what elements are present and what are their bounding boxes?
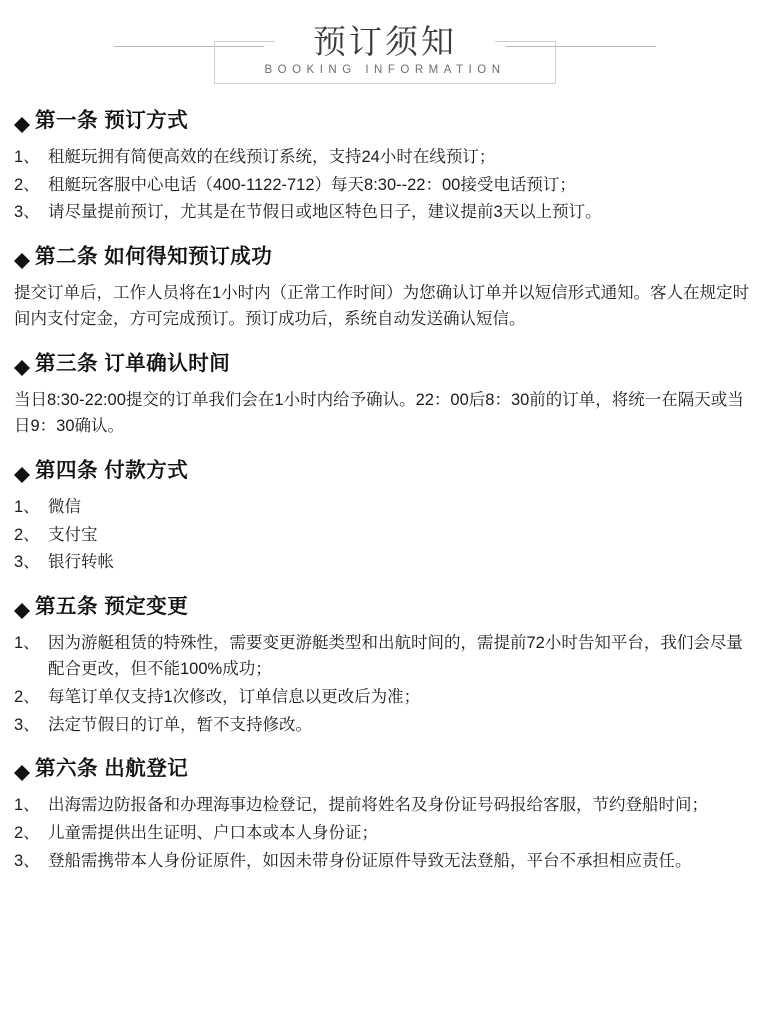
list-item-text: 法定节假日的订单，暂不支持修改。: [48, 715, 312, 734]
section-paragraph: 当日8:30-22:00提交的订单我们会在1小时内给予确认。22：00后8：30前的订单，将统一在隔天或当日9：30确认。: [14, 390, 744, 436]
list-item: [14, 684, 756, 711]
section-heading: [14, 458, 756, 484]
list-item-number: 2、: [14, 688, 40, 707]
list-item-text: 出海需边防报备和办理海事边检登记，提前将姓名及身份证号码报给客服，节约登船时间；: [48, 796, 708, 815]
list-item: [14, 494, 756, 521]
section-heading-label: 第一条 预订方式: [35, 109, 189, 133]
list-item-text: 租艇玩拥有简便高效的在线预订系统，支持24小时在线预订；: [48, 147, 496, 166]
section-heading-label: 第四条 付款方式: [35, 459, 189, 483]
section-list: [14, 792, 756, 874]
subtitle-wrap: [264, 61, 505, 76]
diamond-bullet-icon: [14, 109, 30, 125]
list-item-text: 租艇玩客服中心电话（400-1122-712）每天8:30--22：00接受电话预订；: [48, 175, 576, 194]
section-payment-methods: [14, 458, 756, 576]
list-item: [14, 792, 756, 819]
section-heading: [14, 108, 756, 134]
section-heading-label: 第三条 订单确认时间: [35, 352, 231, 376]
section-confirmation-time: [14, 351, 756, 440]
section-list: [14, 630, 756, 739]
section-confirmation-notice: [14, 244, 756, 333]
list-item: [14, 820, 756, 847]
list-item: [14, 172, 756, 199]
diamond-bullet-icon: [14, 459, 30, 475]
section-booking-method: [14, 108, 756, 226]
list-item-number: 2、: [14, 175, 40, 194]
section-heading: [14, 351, 756, 377]
section-heading: [14, 244, 756, 270]
list-item-text: 支付宝: [48, 525, 98, 544]
list-item-text: 每笔订单仅支持1次修改，订单信息以更改后为准；: [48, 688, 421, 707]
list-item: [14, 630, 756, 683]
section-list: [14, 144, 756, 226]
list-item: [14, 712, 756, 739]
section-heading: [14, 594, 756, 620]
list-item: [14, 848, 756, 875]
section-heading-label: 第六条 出航登记: [35, 757, 189, 781]
list-item-number: 1、: [14, 147, 40, 166]
list-item-text: 微信: [48, 497, 81, 516]
list-item-number: 3、: [14, 553, 40, 572]
list-item-text: 因为游艇租赁的特殊性，需要变更游艇类型和出航时间的，需提前72小时告知平台，我们会尽量配合更改，但不能100%成功；: [48, 633, 743, 679]
diamond-bullet-icon: [14, 352, 30, 368]
list-item: [14, 522, 756, 549]
page-title: 预订须知: [312, 23, 457, 60]
section-heading-label: 第二条 如何得知预订成功: [35, 245, 273, 269]
diamond-bullet-icon: [14, 595, 30, 611]
section-paragraph: 提交订单后，工作人员将在1小时内（正常工作时间）为您确认订单并以短信形式通知。客人在规定时间内支付定金，方可完成预订。预订成功后，系统自动发送确认短信。: [14, 283, 750, 329]
section-departure-registration: [14, 756, 756, 874]
list-item-text: 登船需携带本人身份证原件，如因未带身份证原件导致无法登船，平台不承担相应责任。: [48, 851, 692, 870]
section-list: [14, 494, 756, 576]
diamond-bullet-icon: [14, 757, 30, 773]
list-item-number: 1、: [14, 497, 40, 516]
page-header: [14, 14, 756, 90]
page-subtitle: BOOKING INFORMATION: [264, 64, 506, 77]
list-item: [14, 549, 756, 576]
list-item: [14, 144, 756, 171]
title-frame: [202, 22, 567, 84]
list-item: [14, 199, 756, 226]
diamond-bullet-icon: [14, 245, 30, 261]
list-item-number: 3、: [14, 203, 40, 222]
list-item-text: 银行转帐: [48, 553, 114, 572]
list-item-number: 1、: [14, 796, 40, 815]
list-item-text: 请尽量提前预订，尤其是在节假日或地区特色日子，建议提前3天以上预订。: [48, 203, 602, 222]
section-booking-changes: [14, 594, 756, 739]
list-item-number: 2、: [14, 525, 40, 544]
section-heading: [14, 756, 756, 782]
list-item-number: 1、: [14, 633, 40, 652]
section-heading-label: 第五条 预定变更: [35, 594, 189, 618]
list-item-number: 3、: [14, 715, 40, 734]
list-item-number: 2、: [14, 823, 40, 842]
list-item-text: 儿童需提供出生证明、户口本或本人身份证；: [48, 823, 378, 842]
list-item-number: 3、: [14, 851, 40, 870]
